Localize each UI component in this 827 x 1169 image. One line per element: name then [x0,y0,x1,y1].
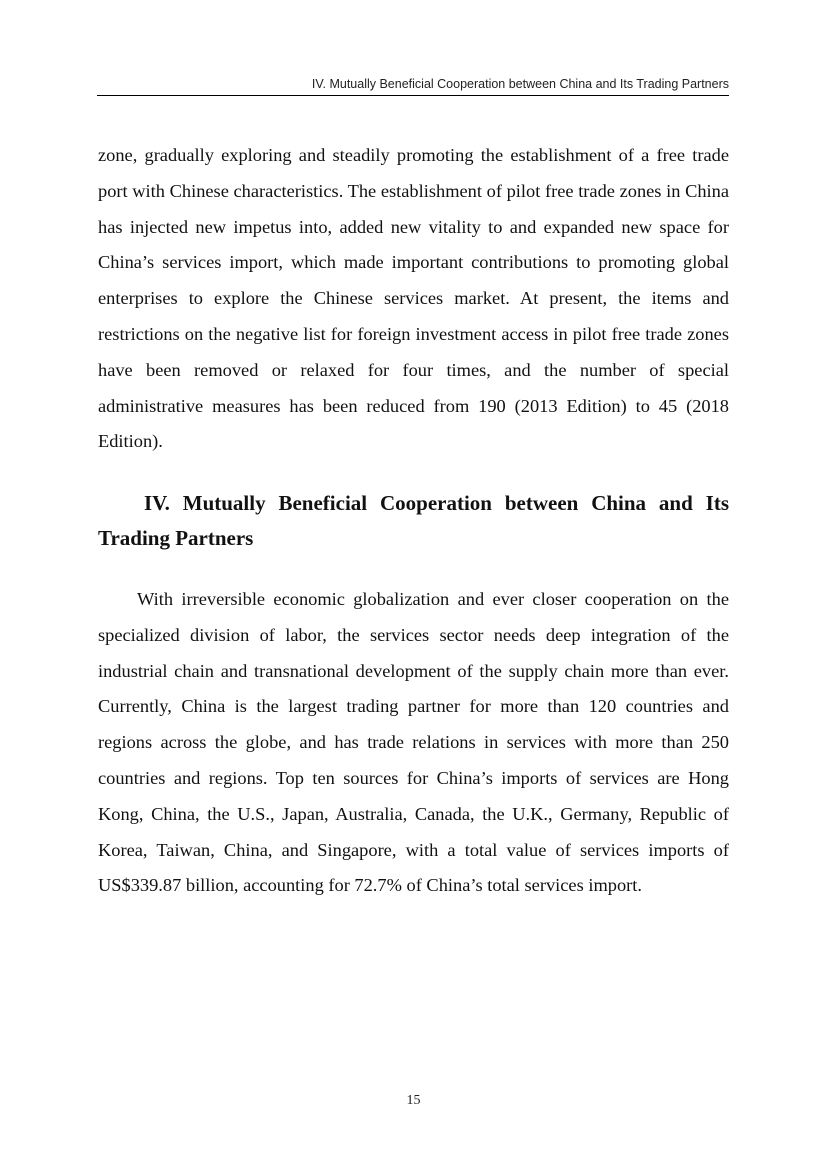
body-paragraph-1: zone, gradually exploring and steadily promoting the establishment of a free trade port with Chinese characteristics. The establishment of pilot free trade zones in China has injected new impetus into, added new vitality to and expanded new space for China’s services import, which made important contributions to promoting global enterprises to explore the Chinese services market. At present, the items and restrictions on the negative list for foreign investment access in pilot free trade zones have been removed or relaxed for four times, and the number of special administrative measures has been reduced from 190 (2013 Edition) to 45 (2018 Edition). [98,145,729,452]
running-header: IV. Mutually Beneficial Cooperation between China and Its Trading Partners [97,76,729,96]
body-paragraph-2: With irreversible economic globalization and ever closer cooperation on the specialized division of labor, the services sector needs deep integration of the industrial chain and transnational development of the supply chain more than ever. Currently, China is the largest trading partner for more than 120 countries and regions across the globe, and has trade relations in services with more than 250 countries and regions. Top ten sources for China’s imports of services are Hong Kong, China, the U.S., Japan, Australia, Canada, the U.K., Germany, Republic of Korea, Taiwan, China, and Singapore, with a total value of services imports of US$339.87 billion, accounting for 72.7% of China’s total services import. [98,589,729,896]
section-heading: IV. Mutually Beneficial Cooperation between China and Its Trading Partners [98,491,729,550]
page-number: 15 [406,1093,421,1108]
